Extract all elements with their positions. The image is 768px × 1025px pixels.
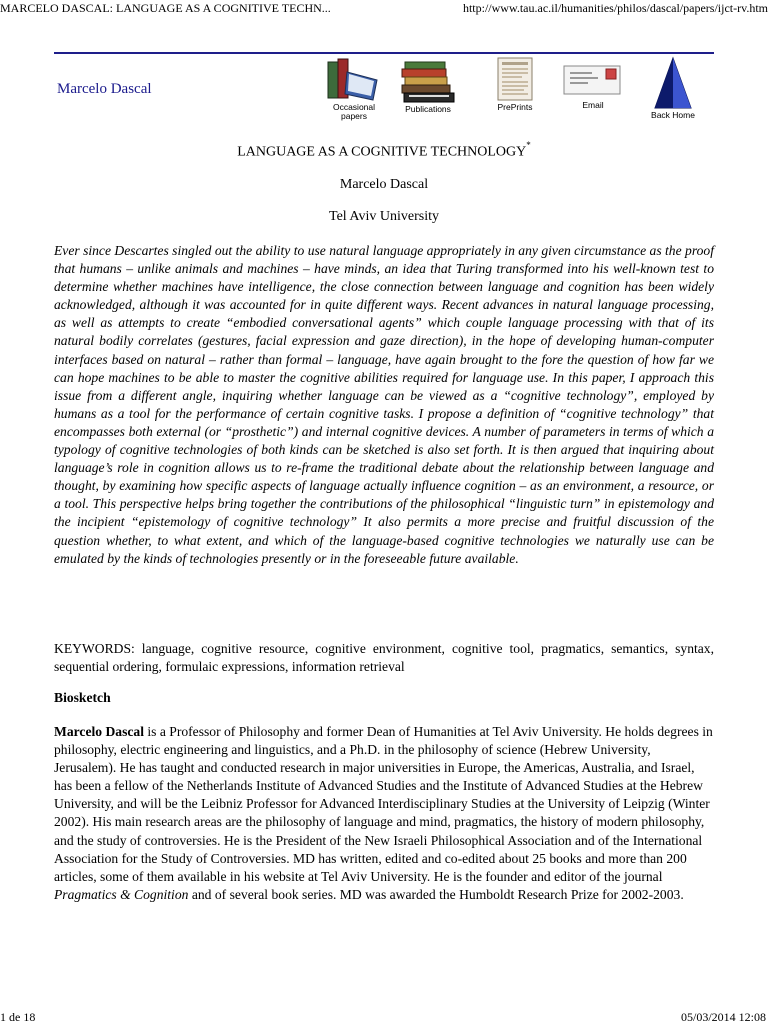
document-icon	[495, 56, 535, 102]
nav-preprints[interactable]	[490, 56, 540, 112]
article-author: Marcelo Dascal	[339, 177, 429, 192]
biosketch-text-part-1: is a Professor of Philosophy and former Dean of Humanities at Tel Aviv University. He holds degrees in philosophy, electric engineering and linguistics, and a Ph.D. in the philosophy of science (Hebrew University, Jerusalem). He has taught and conducted research in major universities in Europe, the Americas, Australia, and Israel, has been a fellow of the Netherlands Institute of Advanced Studies and the Institute of Advanced Studies at the Hebrew University, and will be the Leibniz Professor for Advanced Interdisciplinary Studies at the University of Leipzig (Winter 2002). His main research areas are the philosophy of language and mind, pragmatics, the history of modern philosophy, and the study of controversies. He is the President of the New Israeli Philosophical Association and of the International Association for the Study of Controversies. MD has written, edited and co-edited about 25 books and more than 200 articles, some of them available in his website at Tel Aviv University. He is the founder and editor of the journal	[54, 724, 713, 884]
print-header-url: http://www.tau.ac.il/humanities/philos/dascal/papers/ijct-rv.htm	[462, 1, 768, 15]
biosketch-heading: Biosketch	[54, 690, 111, 705]
nav-occasional-papers-label: Occasional papers	[332, 102, 376, 121]
nav-email[interactable]	[560, 56, 626, 110]
envelope-icon	[562, 56, 624, 100]
biosketch-name: Marcelo Dascal	[54, 724, 144, 739]
nav-back-home[interactable]	[645, 56, 701, 120]
nav-back-home-label: Back Home	[651, 110, 695, 120]
nav-publications[interactable]	[397, 56, 459, 114]
book-stack-icon	[399, 56, 457, 104]
article-title-text: LANGUAGE AS A COGNITIVE TECHNOLOGY	[237, 144, 527, 160]
article-keywords: KEYWORDS: language, cognitive resource, cognitive environment, cognitive tool, pragmatics, semantics, syntax, sequential ordering, formulaic expressions, information retrieval	[54, 641, 714, 675]
footnote-mark[interactable]: *	[526, 140, 531, 150]
article-title	[0, 142, 768, 161]
biosketch-journal: Pragmatics & Cognition	[54, 886, 189, 902]
nav-publications-label: Publications	[405, 104, 451, 114]
pyramid-icon	[651, 56, 695, 110]
author-home-link[interactable]: Marcelo Dascal	[57, 81, 152, 97]
article-affiliation: Tel Aviv University	[329, 209, 439, 224]
biosketch-text	[54, 723, 714, 904]
print-footer-page: 1 de 18	[0, 1010, 36, 1024]
print-footer-datetime: 05/03/2014 12:08	[680, 1010, 766, 1024]
nav-occasional-papers[interactable]	[322, 56, 386, 121]
header-rule	[54, 52, 714, 54]
article-abstract: Ever since Descartes singled out the ability to use natural language appropriately in any given circumstance as the proof that humans – unlike animals and machines – have minds, an idea that Turing transformed into his well-known test to determine whether machines have intelligence, the close connection between language and cognition has been widely acknowledged, although it was accounted for in quite different ways. Recent advances in natural language processing, as well as attempts to create “embodied conversational agents” which couple language processing with that of its natural bodily correlates (gestures, facial expression and gaze direction), in the hope of developing human-computer interfaces based on natural – rather than formal – language, have again brought to the fore the question of how far we can hope machines to be able to master the cognitive abilities required for language use. In this paper, I approach this issue from a different angle, inquiring whether language can be viewed as a “cognitive technology”, employed by humans as a tool for the performance of certain cognitive tasks. I propose a definition of “cognitive technology” that encompasses both external (or “prosthetic”) and internal cognitive devices. A number of parameters in terms of which a typology of cognitive technologies of both kinds can be sketched is also set forth. It is then argued that inquiring about language’s role in cognition allows us to re-frame the traditional debate about the relationship between language and thought, by examining how specific aspects of language actually influence cognition – as an environment, a resource, or a tool. This perspective helps bring together the contributions of the philosophical “linguistic turn” in epistemology and the incipient “epistemology of cognitive technology” It also permits a more precise and fruitful discussion of the question whether, to what extent, and which of the language-based cognitive technologies we naturally use can be emulated by the kinds of technologies presently or in the foreseeable future available.	[54, 243, 714, 566]
biosketch-text-part-2: and of several book series. MD was awarded the Humboldt Research Prize for 2002-2003.	[188, 886, 684, 902]
books-icon	[325, 56, 383, 102]
nav-email-label: Email	[582, 100, 604, 110]
print-header-title: MARCELO DASCAL: LANGUAGE AS A COGNITIVE TECHN...	[0, 1, 331, 15]
nav-preprints-label: PrePrints	[497, 102, 533, 112]
